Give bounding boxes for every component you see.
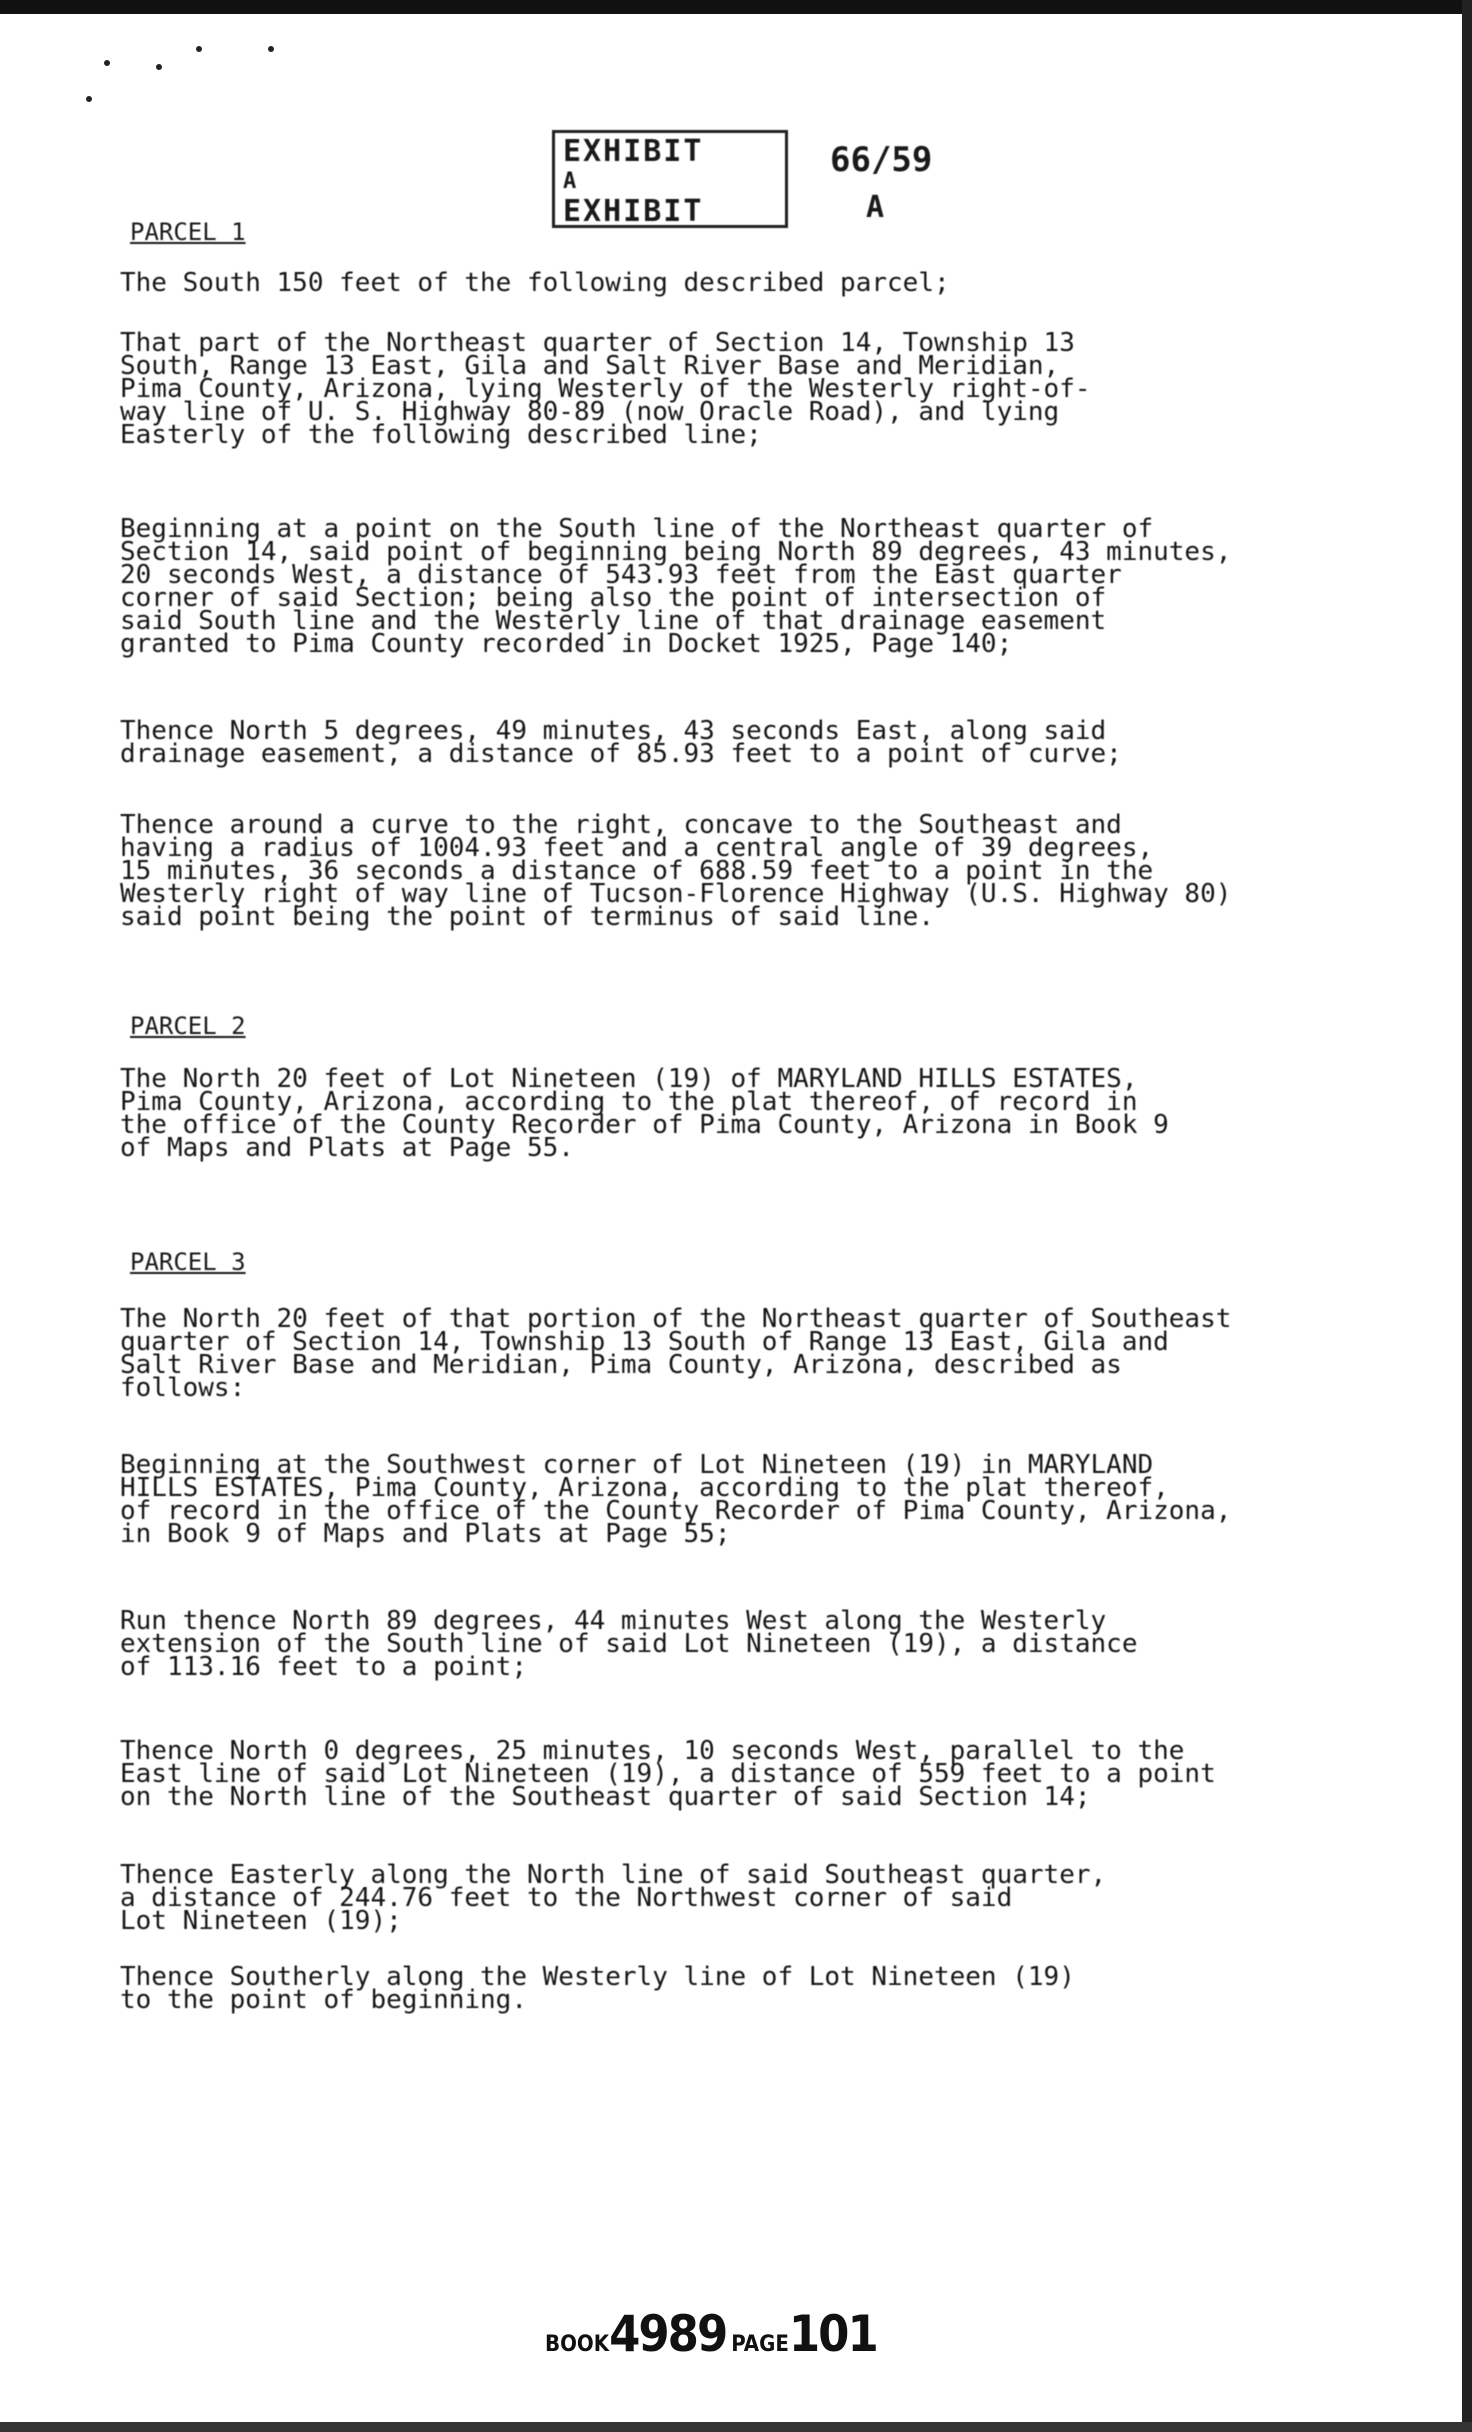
book-number: 4989 (609, 2305, 727, 2363)
parcel-2-description: The North 20 feet of Lot Nineteen (19) of MARYLAND HILLS ESTATES, Pima County, Arizona, according to the plat thereof, of record in the office of the County Recorder of Pima County, Arizona in Book 9 of Maps and Plats at Page 55. (120, 1064, 1169, 1163)
parcel-2-heading: PARCEL 2 (130, 1012, 246, 1040)
parcel-3-course-2: Thence North 0 degrees, 25 minutes, 10 seconds West, parallel to the East line of said Lot Nineteen (19), a distance of 559 feet to a point on the North line of the Southeast quarter of said Section 14; (120, 1736, 1216, 1812)
scan-speck (104, 60, 110, 66)
parcel-3-course-4: Thence Southerly along the Westerly line of Lot Nineteen (19) to the point of beginning. (120, 1962, 1075, 2015)
parcel-1-description: That part of the Northeast quarter of Section 14, Township 13 South, Range 13 East, Gila and Salt River Base and Meridian, Pima County, Arizona, lying Westerly of the Westerly right-of- way line of U. S. Highway 80-89 (now Oracle Road), and lying Easterly of the following described line; (120, 328, 1091, 450)
exhibit-stamp (552, 130, 788, 228)
scan-border-right (1462, 0, 1472, 2432)
exhibit-stamp-line1: EXHIBIT (563, 134, 704, 169)
parcel-1-course-1: Thence North 5 degrees, 49 minutes, 43 seconds East, along said drainage easement, a distance of 85.93 feet to a point of curve; (120, 716, 1122, 769)
parcel-3-course-3: Thence Easterly along the North line of said Southeast quarter, a distance of 244.76 feet to the Northwest corner of said Lot Nineteen (19); (120, 1860, 1107, 1936)
exhibit-stamp-line2: A (563, 169, 579, 194)
parcel-3-beginning: Beginning at the Southwest corner of Lot Nineteen (19) in MARYLAND HILLS ESTATES, Pima County, Arizona, according to the plat thereof, of record in the office of the County Recorder of Pima County, Arizona, in Book 9 of Maps and Plats at Page 55; (120, 1450, 1232, 1549)
exhibit-number: 66/59 (830, 140, 933, 180)
parcel-1-intro: The South 150 feet of the following described parcel; (120, 268, 950, 298)
scan-border-bottom (0, 2422, 1472, 2432)
exhibit-letter: A (866, 190, 885, 225)
parcel-3-heading: PARCEL 3 (130, 1248, 246, 1276)
scan-speck (268, 46, 274, 52)
parcel-1-heading: PARCEL 1 (130, 218, 246, 246)
scan-speck (86, 96, 92, 102)
scan-border-top (0, 0, 1472, 14)
parcel-1-beginning: Beginning at a point on the South line of the Northeast quarter of Section 14, said point of beginning being North 89 degrees, 43 minutes, 20 seconds West, a distance of 543.93 feet from the East quarter corner of said Section; being also the point of intersection of said South line and the Westerly line of that drainage easement granted to Pima County recorded in Docket 1925, Page 140; (120, 514, 1232, 659)
page-number: 101 (788, 2305, 877, 2363)
exhibit-stamp-line3: EXHIBIT (563, 194, 704, 229)
scan-speck (196, 46, 202, 52)
book-page-stamp (545, 2305, 877, 2363)
parcel-3-description: The North 20 feet of that portion of the Northeast quarter of Southeast quarter of Section 14, Township 13 South of Range 13 East, Gila and Salt River Base and Meridian, Pima County, Arizona, described as follows: (120, 1304, 1232, 1403)
book-label: BOOK (545, 2332, 610, 2357)
page-label: PAGE (731, 2332, 789, 2357)
parcel-1-course-2: Thence around a curve to the right, concave to the Southeast and having a radius of 1004.93 feet and a central angle of 39 degrees, 15 minutes, 36 seconds a distance of 688.59 feet to a point in the Westerly right of way line of Tucson-Florence Highway (U.S. Highway 80) said point being the point of terminus of said line. (120, 810, 1232, 932)
parcel-3-course-1: Run thence North 89 degrees, 44 minutes West along the Westerly extension of the South line of said Lot Nineteen (19), a distance of 113.16 feet to a point; (120, 1606, 1138, 1682)
scan-speck (156, 64, 162, 70)
